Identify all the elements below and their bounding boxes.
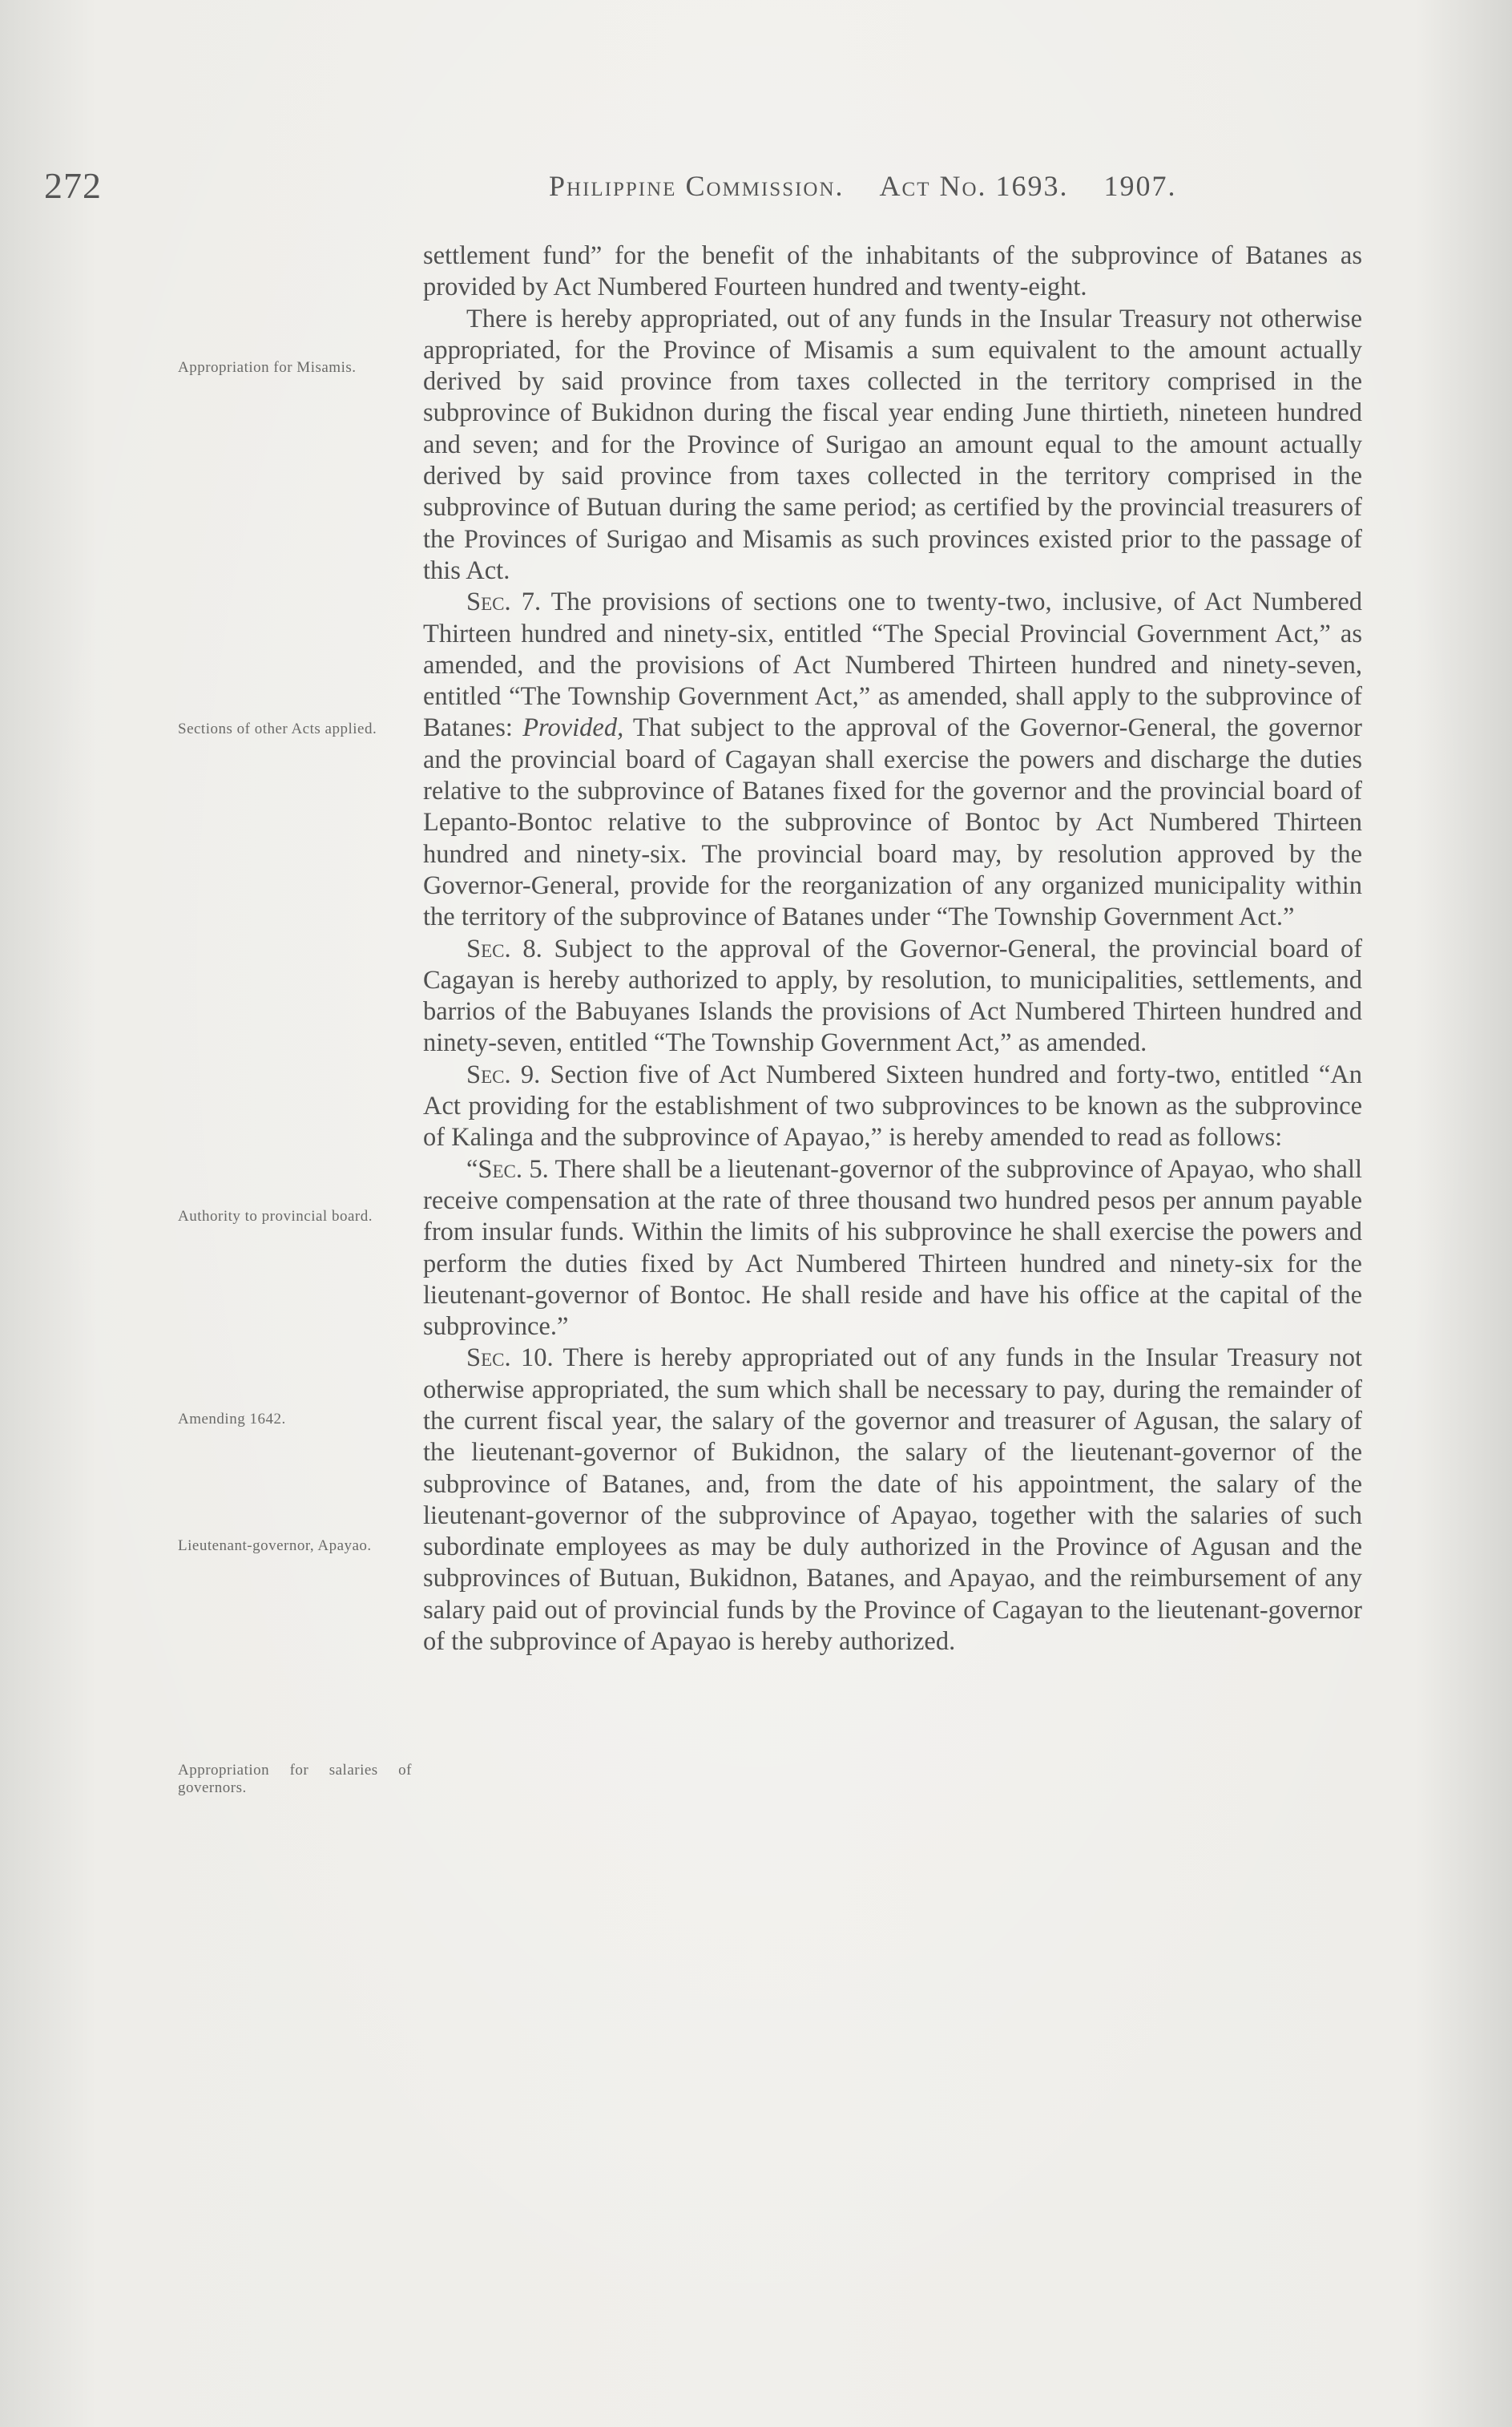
margin-note-sections-applied: Sections of other Acts applied.	[178, 721, 377, 737]
section-number: “Sec. 5.	[466, 1154, 549, 1184]
running-head-year: 1907.	[1103, 170, 1177, 202]
section-text: The provisions of sections one to twenty-two, inclusive, of Act Numbered Thirteen hundred and ninety-six, entitled “The Special Provincial Government Act,” as amended, and the provisions of Act Numbered Thirteen hundred and ninety-seven, entitled “The Township Government Act,” as amended, shall apply to the subprovince of Batanes:	[423, 588, 1362, 743]
margin-note-appropriation-salaries: Appropriation for salaries of governors.	[178, 1762, 412, 1796]
section-text: That subject to the approval of the Governor-General, the governor and the provincial board of Cagayan shall exercise the powers and discharge the duties relative to the subprovince of Batanes fixed for the governor and the provincial board of Lepanto-Bontoc relative to the subprovince of Bontoc by Act Numbered Thirteen hundred and ninety-six. The provincial board may, by resolution approved by the Governor-General, provide for the reorganization of any organized municipality within the territory of the subprovince of Batanes under “The Township Government Act.”	[423, 713, 1362, 932]
page-header	[44, 164, 1294, 212]
section-text: Subject to the approval of the Governor-General, the provincial board of Cagayan is hereby authorized to apply, by resolution, to municipalities, settlements, and barrios of the Babuyanes Islands the provisions of Act Numbered Thirteen hundred and ninety-seven, entitled “The Township Government Act,” as amended.	[423, 934, 1363, 1058]
margin-note-appropriation-misamis: Appropriation for Misamis.	[178, 359, 357, 376]
section-number: Sec. 9.	[466, 1060, 541, 1089]
body-text	[423, 240, 1362, 1658]
proviso-word: Provided,	[522, 713, 624, 743]
running-head-commission: Philippine Commission.	[549, 170, 845, 202]
paragraph-section-9	[423, 1060, 1362, 1154]
page-number: 272	[44, 165, 102, 206]
running-head-act: Act No. 1693.	[879, 170, 1069, 202]
section-number: Sec. 7.	[466, 588, 542, 617]
margin-note-amending-1642: Amending 1642.	[178, 1411, 286, 1428]
running-head-spacer	[1078, 170, 1095, 202]
paragraph-amended-section-5	[423, 1154, 1362, 1343]
paragraph-appropriation-misamis: There is hereby appropriated, out of any funds in the Insular Treasury not otherwise appropriated, for the Province of Misamis a sum equivalent to the amount actually derived by said province from taxes collected in the territory comprised in the subprovince of Bukidnon during the fiscal year ending June thirtieth, nineteen hundred and seven; and for the Province of Surigao an amount equal to the amount actually derived by said province from taxes collected in the territory comprised in the subprovince of Butuan during the same period; as certified by the provincial treasurers of the Provinces of Surigao and Misamis as such provinces existed prior to the passage of this Act.	[423, 304, 1362, 585]
paragraph-section-10	[423, 1343, 1362, 1658]
running-head-spacer	[853, 170, 871, 202]
section-text: There shall be a lieutenant-governor of the subprovince of Apayao, who shall receive compensation at the rate of three thousand two hundred pesos per annum payable from insular funds. Within the limits of his subprovince he shall exercise the powers and perform the duties fixed by Act Numbered Thirteen hundred and ninety-six for the lieutenant-governor of Bontoc. He shall reside and have his office at the capital of the subprovince.”	[423, 1154, 1363, 1342]
paragraph-section-7	[423, 587, 1362, 933]
margin-note-authority-provincial-board: Authority to provincial board.	[178, 1208, 373, 1225]
section-number: Sec. 10.	[466, 1343, 554, 1373]
margin-note-lieutenant-governor-apayao: Lieutenant-governor, Apayao.	[178, 1537, 372, 1554]
section-text: There is hereby appropriated out of any funds in the Insular Treasury not otherwise appropriated, the sum which shall be necessary to pay, during the remainder of the current fiscal year, the salary of the governor and treasurer of Agusan, the salary of the lieutenant-governor of Bukidnon, the salary of the lieutenant-governor of the subprovince of Batanes, and, from the date of his appointment, the salary of the lieutenant-governor of the subprovince of Apayao, together with the salaries of such subordinate employees as may be duly authorized in the Province of Agusan and the subprovinces of Butuan, Bukidnon, Batanes, and Apayao, and the reimbursement of any salary paid out of provincial funds by the Province of Cagayan to the lieutenant-governor of the subprovince of Apayao is hereby authorized.	[423, 1343, 1362, 1657]
paragraph-section-8	[423, 934, 1362, 1060]
paragraph-settlement-fund: settlement fund” for the benefit of the inhabitants of the subprovince of Batanes as provided by Act Numbered Fourteen hundred and twenty-eight.	[423, 241, 1362, 302]
section-number: Sec. 8.	[466, 934, 542, 963]
section-text: Section five of Act Numbered Sixteen hundred and forty-two, entitled “An Act providing for the establishment of two subprovinces to be known as the subprovince of Kalinga and the subprovince of Apayao,” is hereby amended to read as follows:	[423, 1060, 1363, 1153]
running-head	[549, 169, 1177, 203]
